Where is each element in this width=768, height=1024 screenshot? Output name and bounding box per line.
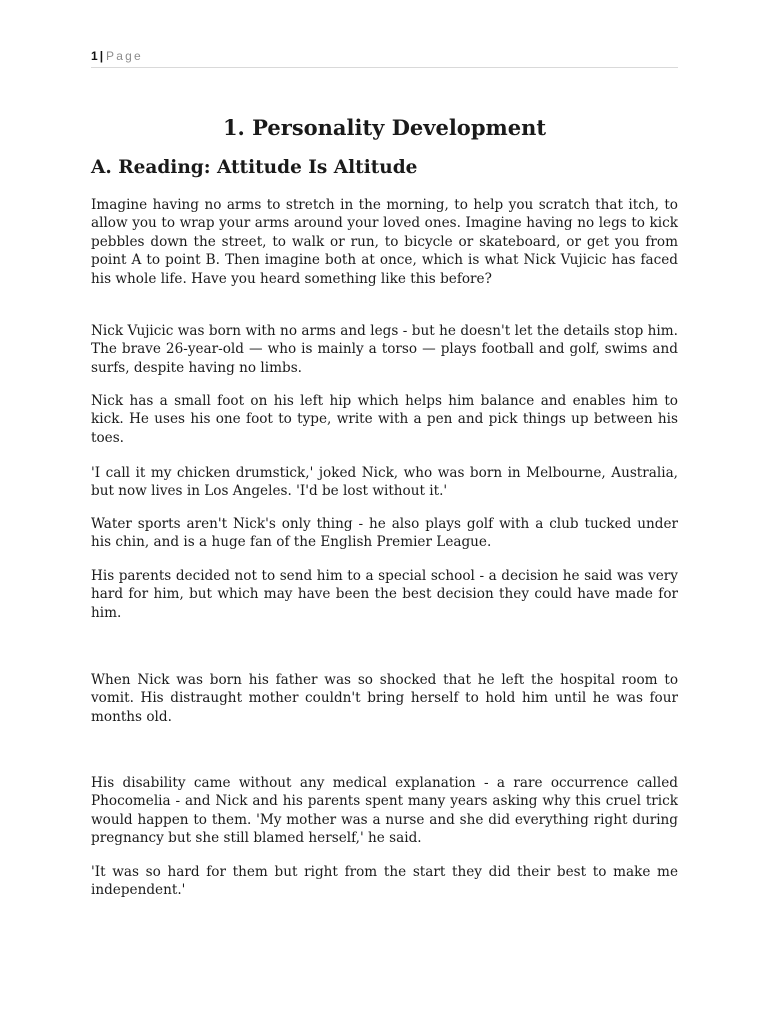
- paragraph-1: Imagine having no arms to stretch in the morning, to help you scratch that itch, to allow you to wrap your arms around your loved ones. Imagine having no legs to kick pebbles down the street, to walk or run, to bicycle or skateboard, or get you from point A to point B. Then imagine both at once, which is what Nick Vujicic has faced his whole life. Have you heard something like this before?: [91, 197, 678, 287]
- paragraph-4: 'I call it my chicken drumstick,' joked Nick, who was born in Melbourne, Australia, but now lives in Los Angeles. 'I'd be lost without it.': [91, 465, 678, 500]
- paragraph-3: Nick has a small foot on his left hip which helps him balance and enables him to kick. He uses his one foot to type, write with a pen and pick things up between his toes.: [91, 393, 678, 446]
- page-header: [91, 47, 678, 68]
- page-separator: |: [99, 49, 104, 63]
- chapter-title: 1. Personality Development: [222, 115, 547, 140]
- paragraph-6: His parents decided not to send him to a special school - a decision he said was very hard for him, but which may have been the best decision they could have made for him.: [91, 568, 678, 621]
- section-heading: A. Reading: Attitude Is Altitude: [91, 157, 418, 178]
- paragraph-7: When Nick was born his father was so shocked that he left the hospital room to vomit. His distraught mother couldn't bring herself to hold him until he was four months old.: [91, 672, 678, 725]
- paragraph-2: Nick Vujicic was born with no arms and legs - but he doesn't let the details stop him. The brave 26-year-old — who is mainly a torso — plays football and golf, swims and surfs, despite having no limbs.: [91, 323, 678, 376]
- paragraph-5: Water sports aren't Nick's only thing - he also plays golf with a club tucked under his chin, and is a huge fan of the English Premier League.: [91, 516, 678, 551]
- page-number: 1: [91, 49, 98, 63]
- paragraph-9: 'It was so hard for them but right from the start they did their best to make me independent.': [91, 864, 678, 899]
- page-label: Page: [106, 49, 143, 63]
- paragraph-8: His disability came without any medical explanation - a rare occurrence called Phocomelia - and Nick and his parents spent many years asking why this cruel trick would happen to them. 'My mother was a nurse and she did everything right during pregnancy but she still blamed herself,' he said.: [91, 775, 678, 847]
